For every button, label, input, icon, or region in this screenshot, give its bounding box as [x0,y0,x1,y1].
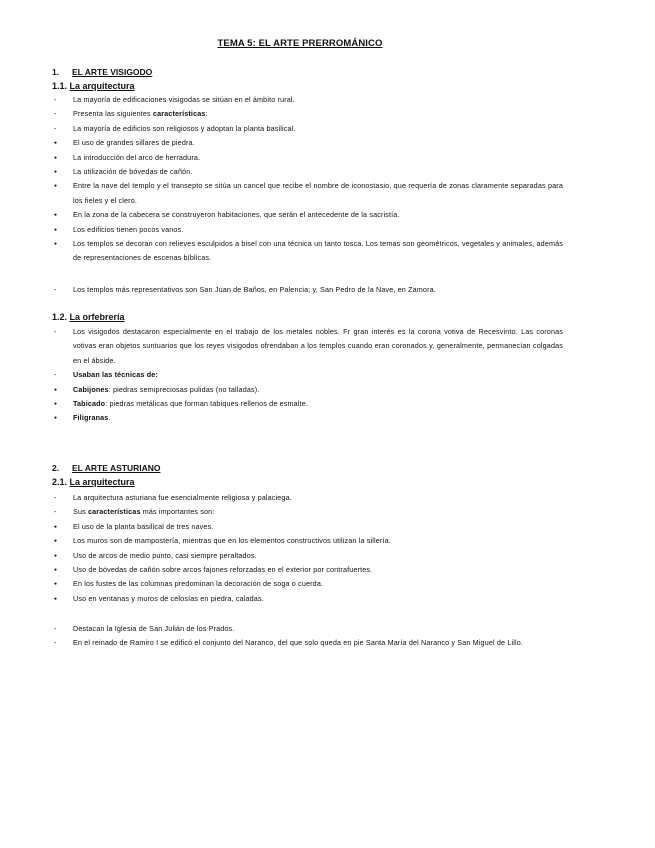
section-title: EL ARTE ASTURIANO [72,463,161,473]
dash-marker [54,122,64,136]
section-heading-asturiano [52,463,160,473]
section-number: 1. [52,67,60,77]
list-item: - Los templos más representativos son San Juan de Baños, en Palencia; y, San Pedro de la Nave, en Zamora. [52,283,563,297]
bullet-marker [54,577,64,592]
bullet-marker [54,534,64,549]
list-item: ● El uso de grandes sillares de piedra. [52,136,563,150]
list-item: ● En la zona de la cabecera se construyeron habitaciones, que serán el antecedente de la sacristía. [52,208,563,222]
bullet-marker [54,592,64,607]
dash-marker [54,505,64,519]
list-item: - Los visigodos destacaron especialmente en el trabajo de los metales nobles. Fr gran interés es la corona votiva de Recesvinto. Las coronas votivas eran objetos suntuarios que los reyes visigodos ofrendaban a los templos cuando eran coronados y, generalmente, permanecían colgadas en el ábside. [52,325,563,368]
list-arquitectura-asturiana [52,491,563,606]
dash-marker [54,325,64,339]
list-item: ● Los edificios tienen pocos vanos. [52,223,563,237]
list-arquitectura-visigoda [52,93,563,266]
section-number: 2. [52,463,60,473]
list-item: ● Filigranas. [52,411,563,425]
dash-marker [54,491,64,505]
list-item: ● La utilización de bóvedas de cañón. [52,165,563,179]
list-item: - Destacan la Iglesia de San Julián de los Prados. [52,622,563,636]
list-item: - La arquitectura asturiana fue esencialmente religiosa y palaciega. [52,491,563,505]
bullet-marker [54,179,64,194]
bullet-marker [54,136,64,151]
list-item: - En el reinado de Ramiro I se edificó el conjunto del Naranco, del que solo queda en pie Santa María del Naranco y San Miguel de Lillo. [52,636,563,650]
bullet-marker [54,237,64,252]
list-item: ● Entre la nave del templo y el transepto se sitúa un cancel que recibe el nombre de iconostasio, que requería de zonas claramente separadas para los fieles y el clero. [52,179,563,208]
bullet-marker [54,520,64,535]
subsection-number: 1.2. [52,312,68,322]
list-item: ● La introducción del arco de herradura. [52,151,563,165]
list-item: ● Los templos se decoran con relieves esculpidos a bisel con una técnica un tanto tosca. Los temas son geométricos, vegetales y animales, además de representaciones de escenas bíblicas. [52,237,563,266]
list-item: ● Cabijones: piedras semipreciosas pulidas (no talladas). [52,383,563,397]
list-item: ● Uso de bóvedas de cañón sobre arcos fajones reforzadas en el exterior por contrafuertes. [52,563,563,577]
list-item: ● Tabicado: piedras metálicas que forman tabiques rellenos de esmalte. [52,397,563,411]
bullet-marker [54,563,64,578]
list-templos-visigodos [52,283,563,297]
bullet-marker [54,549,64,564]
bullet-marker [54,223,64,238]
subsection-title: La orfebrería [69,312,125,322]
subsection-title: La arquitectura [69,477,135,487]
subsection-heading-arquitectura-asturiana [52,477,135,487]
bullet-marker [54,208,64,223]
list-item: ● El uso de la planta basilical de tres naves. [52,520,563,534]
bullet-marker [54,383,64,398]
bullet-marker [54,411,64,426]
subsection-number: 2.1. [52,477,68,487]
dash-marker [54,636,64,650]
document-title: TEMA 5: EL ARTE PRERROMÁNICO [217,38,383,49]
list-item: - Sus características más importantes son: [52,505,563,519]
bullet-marker [54,151,64,166]
subsection-heading-arquitectura-visigoda [52,81,135,91]
list-item: - Usaban las técnicas de: [52,368,563,382]
dash-marker [54,368,64,382]
list-item: ● Los muros son de mampostería, mientras que en los elementos constructivos utilizan la sillería. [52,534,563,548]
dash-marker [54,107,64,121]
section-heading-visigodo [52,67,152,77]
list-item: - La mayoría de edificios son religiosos y adoptan la planta basilical. [52,122,563,136]
list-item: - La mayoría de edificaciones visigodas se sitúan en el ámbito rural. [52,93,563,107]
section-title: EL ARTE VISIGODO [72,67,153,77]
subsection-heading-orfebreria [52,312,125,322]
subsection-title: La arquitectura [69,81,135,91]
dash-marker [54,283,64,297]
subsection-number: 1.1. [52,81,68,91]
bullet-marker [54,397,64,412]
list-monumentos-asturianos [52,622,563,651]
bullet-marker [54,165,64,180]
dash-marker [54,93,64,107]
list-orfebreria [52,325,563,426]
list-item: ● En los fustes de las columnas predominan la decoración de soga o cuerda. [52,577,563,591]
list-item: ● Uso en ventanas y muros de celosías en piedra, caladas. [52,592,563,606]
dash-marker [54,622,64,636]
list-item: - Presenta las siguientes características: [52,107,563,121]
list-item: ● Uso de arcos de medio punto, casi siempre peraltados. [52,549,563,563]
